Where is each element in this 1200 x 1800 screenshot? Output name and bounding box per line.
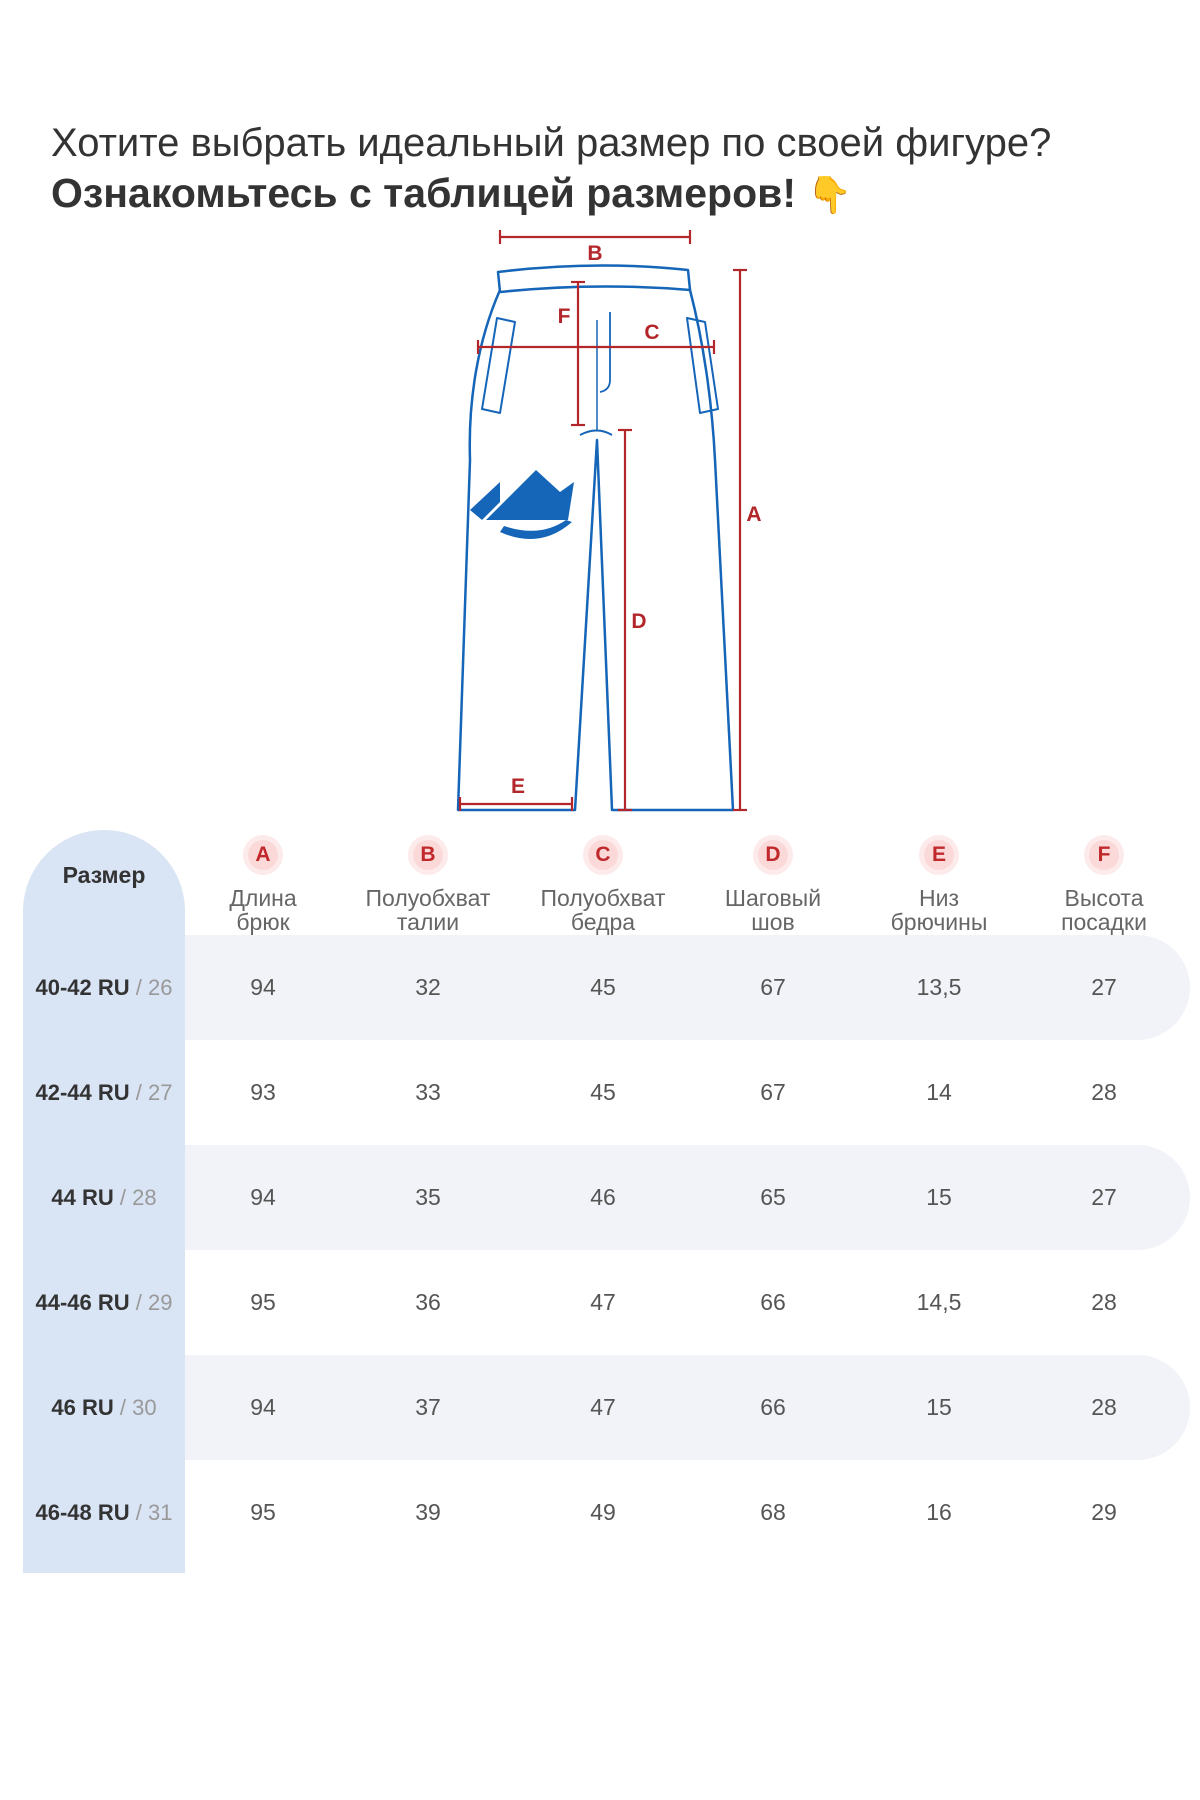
measurement-lines [460,230,747,811]
value-e: 16 [926,1499,952,1525]
value-b: 39 [415,1499,441,1525]
page-heading [51,118,1171,221]
value-b: 32 [415,974,441,1000]
value-d: 67 [760,1079,786,1105]
column-letter-badge: E [924,840,954,870]
value-c: 47 [590,1394,616,1420]
value-c: 47 [590,1289,616,1315]
table-row [0,1040,1200,1145]
column-header-f [1019,840,1189,934]
value-d: 65 [760,1184,786,1210]
pointing-down-icon: 👇 [807,175,853,216]
column-header-d [688,840,858,934]
value-a: 95 [250,1289,276,1315]
value-b: 36 [415,1289,441,1315]
heading-cta [51,168,1171,221]
value-b: 37 [415,1394,441,1420]
label-d: D [631,610,647,633]
label-a: A [746,503,762,526]
value-f: 28 [1091,1289,1117,1315]
value-d: 68 [760,1499,786,1525]
label-e: E [510,775,526,798]
value-b: 33 [415,1079,441,1105]
label-f: F [557,305,571,328]
column-letter-badge: D [758,840,788,870]
heading-question: Хотите выбрать идеальный размер по своей фигуре? [51,121,1052,165]
column-header-b [343,840,513,934]
column-label: Шаговый шов [724,885,822,935]
table-row [0,1355,1200,1460]
value-e: 14 [926,1079,952,1105]
column-label: Длина брюк [229,885,297,935]
value-c: 45 [590,974,616,1000]
size-cell: 42-44 RU / 27 [35,1080,173,1105]
value-a: 93 [250,1079,276,1105]
size-cell: 44 RU / 28 [51,1185,157,1210]
size-cell: 44-46 RU / 29 [35,1290,173,1315]
size-cell: 46-48 RU / 31 [35,1500,173,1525]
value-d: 66 [760,1394,786,1420]
value-e: 14,5 [916,1289,962,1315]
label-b: B [587,242,603,265]
column-letter-badge: A [248,840,278,870]
value-f: 28 [1091,1079,1117,1105]
table-row [0,1250,1200,1355]
column-letter-badge: B [413,840,443,870]
size-column-header: Размер [62,862,146,888]
heading-cta-text: Ознакомьтесь с таблицей размеров! [51,170,797,216]
column-label: Полуобхват талии [365,885,491,935]
size-cell: 40-42 RU / 26 [35,975,173,1000]
value-a: 94 [250,974,276,1000]
value-e: 15 [926,1184,952,1210]
value-f: 27 [1091,1184,1117,1210]
column-label: Низ брючины [890,885,988,935]
table-row [0,935,1200,1040]
value-a: 94 [250,1184,276,1210]
column-header-c [518,840,688,934]
value-d: 67 [760,974,786,1000]
column-label: Полуобхват бедра [540,885,666,935]
value-c: 45 [590,1079,616,1105]
size-cell: 46 RU / 30 [51,1395,157,1420]
value-e: 15 [926,1394,952,1420]
value-c: 46 [590,1184,616,1210]
label-c: C [644,321,660,344]
value-c: 49 [590,1499,616,1525]
table-row [0,1460,1200,1565]
value-f: 27 [1091,974,1117,1000]
column-letter-badge: C [588,840,618,870]
column-header-e [854,840,1024,934]
value-a: 94 [250,1394,276,1420]
brand-logo-icon [470,470,574,539]
column-header-a [178,840,348,934]
value-f: 28 [1091,1394,1117,1420]
value-e: 13,5 [916,974,962,1000]
value-f: 29 [1091,1499,1117,1525]
value-d: 66 [760,1289,786,1315]
trousers-measurement-diagram [0,220,1200,820]
column-label: Высота посадки [1061,885,1147,935]
value-b: 35 [415,1184,441,1210]
value-a: 95 [250,1499,276,1525]
table-row [0,1145,1200,1250]
column-letter-badge: F [1089,840,1119,870]
